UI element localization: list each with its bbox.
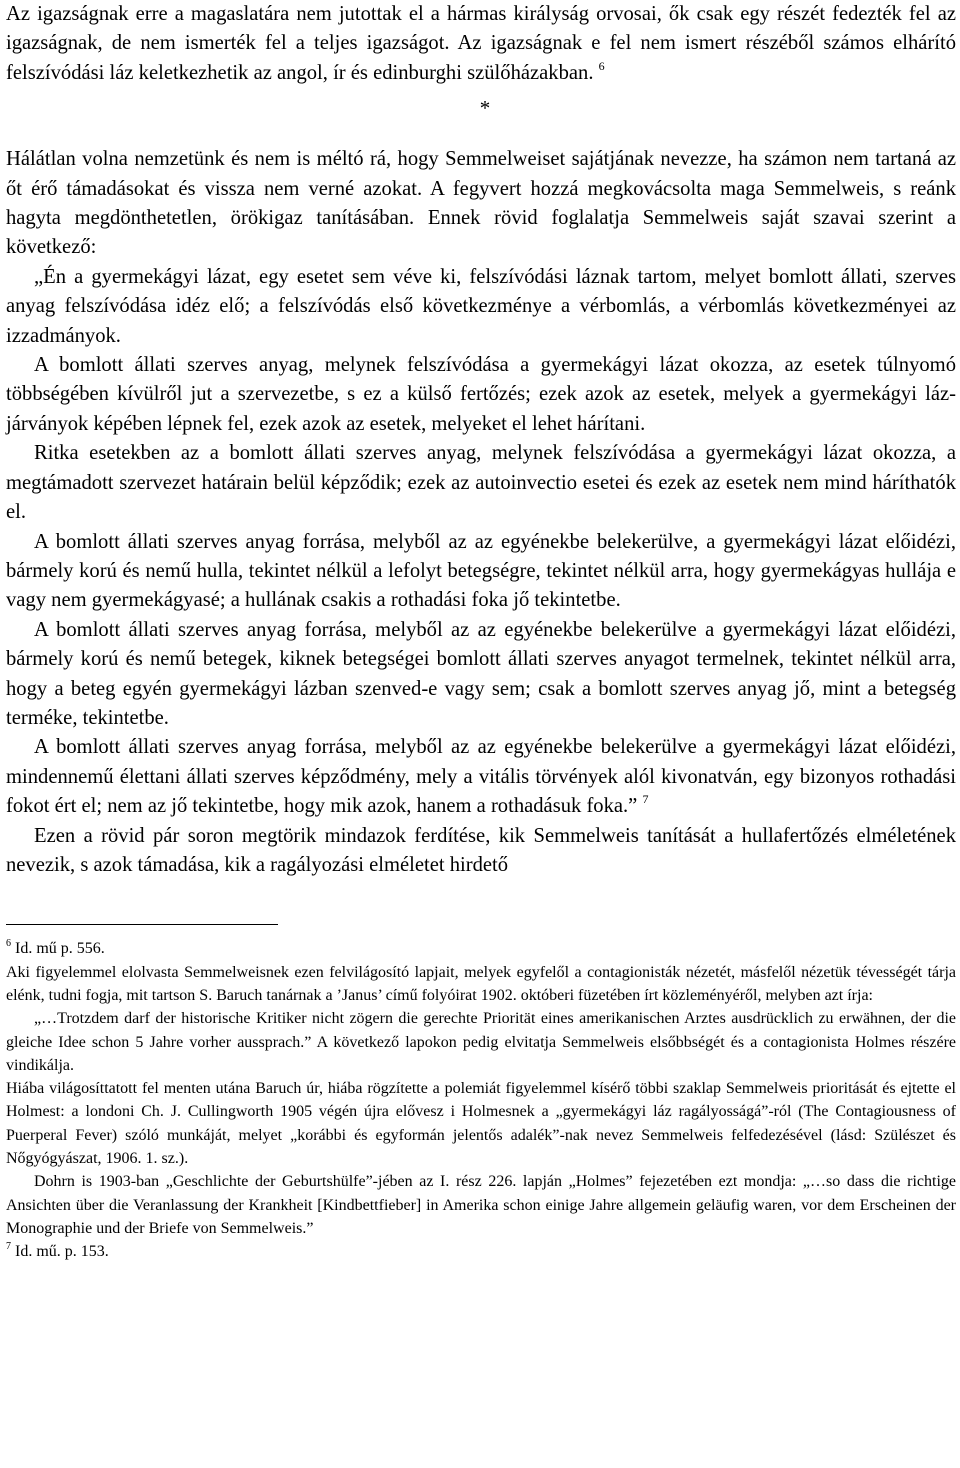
paragraph: [6, 0, 956, 88]
footnote-text: Dohrn is 1903-ban „Geschlichte der Geburtshülfe”-jében az I. rész 226. lapján „Holmes” fejezetében ezt mondja: „…so dass die richtige Ansichten über die Veranlassung der Krankheit [Kindbettfieber] in Amerika schon einige Jahre allgemein geläufig waren, vor dem Erscheinen der Monographie und der Briefe von Semmelweis.”: [6, 1173, 956, 1237]
footnote-text: Id. mű p. 556.: [15, 940, 105, 958]
quote-paragraph: A bomlott állati szerves anyag, melynek felszívódása a gyermekágyi lázat okozza, az esetek túlnyomó többségében kívülről jut a szervezetbe, s ez a külső fertőzés; ezek azok az esetek, melyek a gyermekágyi láz-járványok képében lépnek fel, ezek azok az esetek, melyeket el lehet hárítani.: [6, 354, 956, 435]
quote-paragraph: [6, 733, 956, 821]
quote-paragraph: Ritka esetekben az a bomlott állati szerves anyag, melynek felszívódása a gyermekágyi lázat okozza, a megtámadott szervezet határain belül képződik; ezek az autoinvectio esetei és ezek az esetek nem mind háríthatók el.: [6, 442, 956, 524]
footnote-text: Hiába világosíttatott fel menten utána Baruch úr, hiába rögzítette a polemiát figyelemmel kísérő többi szaklap Semmelweis prioritását és ejtette el Holmest: a londoni Ch. J. Cullingworth 1905 végén újra elővesz i Holmesnek a „gyermekágyi láz ragályosságá”-ról (The Contagiousness of Puerperal Fever) szóló munkáját, melyet „korábbi és egyformán jelentős adalék”-nak nevez Semmelweis felfedezésével (lásd: Szülészet és Nőgyógyászat, 1906. 1. sz.).: [6, 1080, 956, 1168]
footnote-text: Id. mű. p. 153.: [15, 1243, 109, 1261]
paragraph: Hálátlan volna nemzetünk és nem is méltó rá, hogy Semmelweiset sajátjának nevezze, ha számon nem tartaná az őt érő támadásokat és vissza nem verné azokat. A fegyvert hozzá megkovácsolta maga Semmelweis, s reánk hagyta megdönthetetlen, örökigaz tanításában. Ennek rövid foglalatja Semmelweis saját szavai szerint a következő:: [6, 148, 956, 259]
footnotes: [6, 937, 956, 1263]
section-separator: *: [479, 96, 491, 121]
footnote-ref[interactable]: 6: [598, 58, 605, 73]
footnote-rule: [6, 924, 278, 925]
footnote-text: Aki figyelemmel elolvasta Semmelweisnek ezen felvilágosító lapjait, melyek egyfelől a contagionisták nézetét, másfelől nézetük tévességét tárja elénk, tudni fogja, mit tartson S. Baruch tanárnak a ’Janus’ című folyóirat 1902. októberi füzetében írt közleményéről, melyben azt írja:: [6, 963, 956, 1004]
footnote: [6, 937, 956, 960]
paragraph-text: A bomlott állati szerves anyag forrása, melyből az az egyénekbe belekerülve a gyermekágyi lázat előidézi, mindennemű élettani állati szerves képződmény, mely a vitális törvények alól kivonatván, egy bizonyos rothadási fokot ért el; nem az jő tekintetbe, hogy mik azok, hanem a rothadásuk foka.”: [6, 736, 956, 818]
footnote: [6, 1240, 956, 1263]
footnote-text: „…Trotzdem darf der historische Kritiker nicht zögern die gerechte Priorität eines amerikanischen Arztes ausdrücklich zu erwähnen, der die gleiche Idee schon 5 Jahre vorher aussprach.” A következő lapokon pedig elvitatja Semmelweis elsőbbségét és a contagionista Holmes részére vindikálja.: [6, 1010, 956, 1074]
quote-paragraph: A bomlott állati szerves anyag forrása, melyből az az egyénekbe belekerülve a gyermekágyi lázat előidézi, bármely korú és nemű betegek, kiknek betegségei bomlott állati szerves anyagot termelnek, tekintet nélkül arra, hogy a beteg egyén gyermekágyi lázban szenved-e vagy sem; csak a bomlott szerves anyag jő, mint a betegség terméke, tekintetbe.: [6, 618, 956, 729]
main-text: [6, 0, 956, 880]
paragraph-text: Az igazságnak erre a magaslatára nem jutottak el a hármas királyság orvosai, ők csak egy részét fedezték fel az igazságnak, de nem ismerték fel a teljes igazságot. Az igazságnak e fel nem ismert részéből számos elhárító felszívódási láz keletkezhetik az angol, ír és edinburghi szülőházakban.: [6, 3, 956, 84]
document-page: [6, 0, 956, 1264]
footnote-number: 6: [6, 938, 11, 950]
quote-paragraph: „Én a gyermekágyi lázat, egy esetet sem véve ki, felszívódási láznak tartom, melyet bomlott állati, szerves anyag felszívódása idéz elő; a felszívódás első következménye a vérbomlás, a vérbomlás következményei az izzadmányok.: [6, 265, 956, 347]
footnote-ref[interactable]: 7: [642, 792, 649, 807]
footnote-number: 7: [6, 1241, 11, 1253]
paragraph: Ezen a rövid pár soron megtörik mindazok ferdítése, kik Semmelweis tanítását a hullafertőzés elméletének nevezik, s azok támadása, kik a ragályozási elméletet hirdető: [6, 824, 956, 876]
quote-paragraph: A bomlott állati szerves anyag forrása, melyből az az egyénekbe belekerülve, a gyermekágyi lázat előidézi, bármely korú és nemű hulla, tekintet nélkül a lefolyt betegségre, tekintet nélkül arra, hogy gyermekágyas hullája e vagy nem gyermekágyasé; a hullának csakis a rothadási foka jő tekintetbe.: [6, 530, 956, 612]
